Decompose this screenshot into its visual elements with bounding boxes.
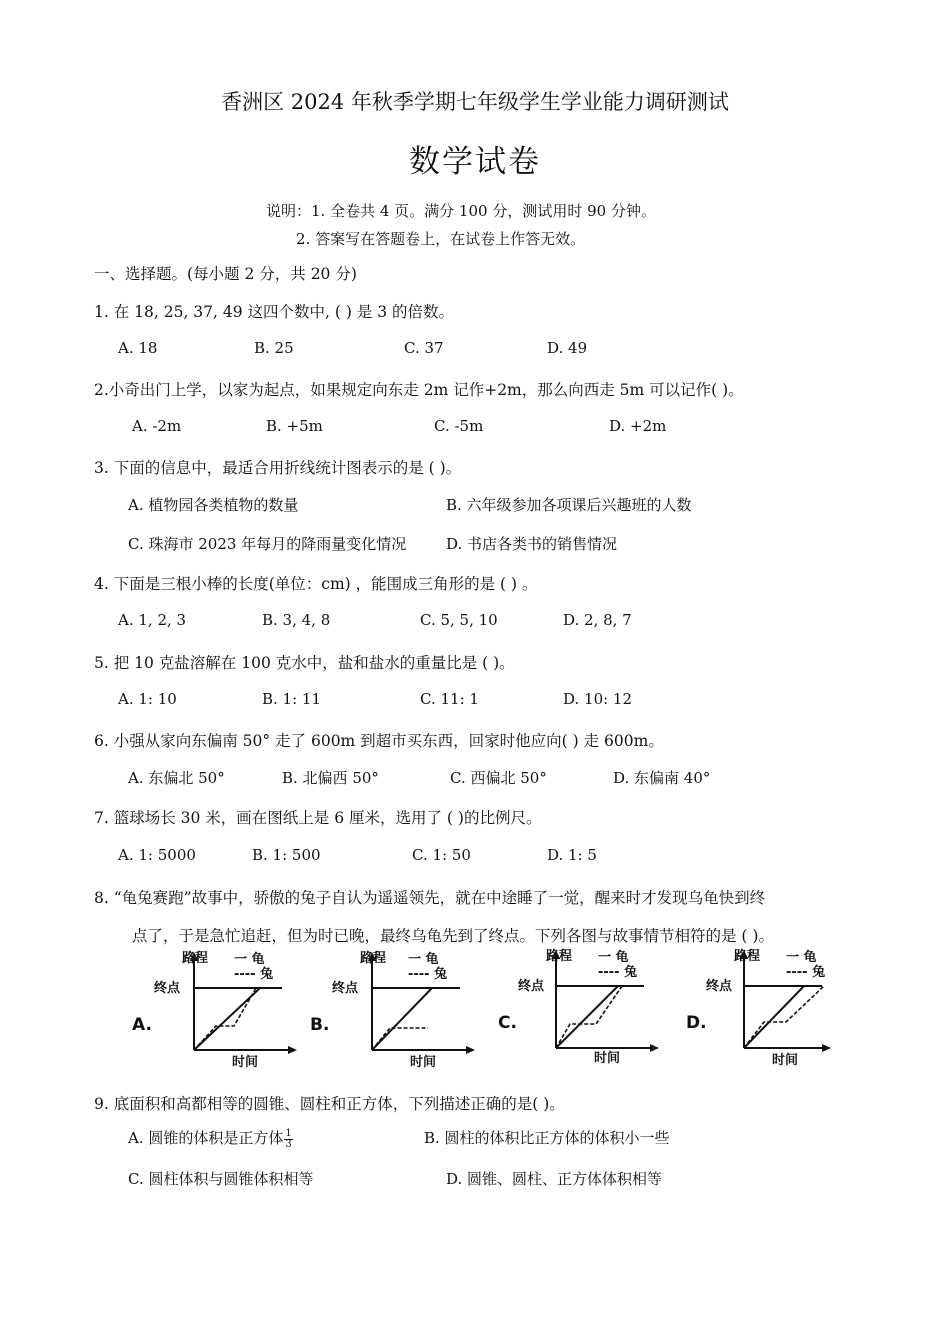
one-third-fraction: $\frac{1}{3}$ bbox=[285, 1127, 292, 1150]
q6-option-d: D. 东偏南 40° bbox=[613, 769, 711, 787]
q9-option-a bbox=[128, 1127, 293, 1150]
graph-b-x-label: 时间 bbox=[410, 1055, 437, 1070]
question-5: 5. 把 10 克盐溶解在 100 克水中，盐和盐水的重量比是 ( )。 bbox=[94, 654, 515, 672]
q7-option-a: A. 1: 5000 bbox=[118, 846, 196, 864]
graph-d-finish-label: 终点 bbox=[706, 979, 733, 994]
graph-c-x-label: 时间 bbox=[594, 1051, 621, 1066]
q4-option-d: D. 2, 8, 7 bbox=[563, 611, 632, 629]
graph-a-legend-tortoise: 一 龟 bbox=[234, 952, 265, 967]
graph-a-legend-rabbit: ---- 兔 bbox=[234, 967, 274, 982]
graph-c-letter: C. bbox=[498, 1013, 517, 1033]
q6-option-a: A. 东偏北 50° bbox=[128, 769, 225, 787]
instruction-1: 说明：1. 全卷共 4 页。满分 100 分，测试用时 90 分钟。 bbox=[266, 202, 656, 220]
q5-option-d: D. 10: 12 bbox=[563, 690, 633, 708]
q1-option-b: B. 25 bbox=[254, 339, 294, 357]
q2-option-c: C. -5m bbox=[434, 417, 484, 435]
q9-option-b: B. 圆柱的体积比正方体的体积小一些 bbox=[424, 1129, 670, 1147]
graph-d-x-label: 时间 bbox=[772, 1053, 799, 1068]
q5-option-b: B. 1: 11 bbox=[262, 690, 322, 708]
q3-option-b: B. 六年级参加各项课后兴趣班的人数 bbox=[446, 496, 692, 514]
q7-option-b: B. 1: 500 bbox=[252, 846, 321, 864]
graph-d-legend-rabbit: ---- 兔 bbox=[786, 965, 826, 980]
q1-option-d: D. 49 bbox=[547, 339, 588, 357]
graph-d bbox=[686, 946, 856, 1070]
question-9: 9. 底面积和高都相等的圆锥、圆柱和正方体，下列描述正确的是( )。 bbox=[94, 1095, 565, 1113]
q4-option-c: C. 5, 5, 10 bbox=[420, 611, 498, 629]
exam-subtitle: 数学试卷 bbox=[409, 144, 541, 180]
graph-c-legend-tortoise: 一 龟 bbox=[598, 950, 629, 965]
q9-option-a-text: A. 圆锥的体积是正方体 bbox=[128, 1129, 284, 1147]
graph-b-legend-rabbit: ---- 兔 bbox=[408, 967, 448, 982]
q7-option-d: D. 1: 5 bbox=[547, 846, 597, 864]
q2-option-a: A. -2m bbox=[132, 417, 182, 435]
q3-option-d: D. 书店各类书的销售情况 bbox=[446, 535, 618, 553]
q9-option-c: C. 圆柱体积与圆锥体积相等 bbox=[128, 1170, 314, 1188]
q5-option-c: C. 11: 1 bbox=[420, 690, 479, 708]
graph-a-x-label: 时间 bbox=[232, 1055, 259, 1070]
question-3: 3. 下面的信息中，最适合用折线统计图表示的是 ( )。 bbox=[94, 459, 462, 477]
q6-option-c: C. 西偏北 50° bbox=[450, 769, 547, 787]
q1-option-a: A. 18 bbox=[118, 339, 158, 357]
graph-a-y-label: 路程 bbox=[182, 951, 209, 966]
question-6: 6. 小强从家向东偏南 50° 走了 600m 到超市买东西，回家时他应向( ) 走 600m。 bbox=[94, 732, 664, 750]
q7-option-c: C. 1: 50 bbox=[412, 846, 471, 864]
graph-c-finish-label: 终点 bbox=[518, 979, 545, 994]
graph-d-legend-tortoise: 一 龟 bbox=[786, 950, 817, 965]
question-8-line-1: 8. “龟兔赛跑”故事中，骄傲的兔子自认为遥遥领先，就在中途睡了一觉，醒来时才发现乌龟快到终 bbox=[94, 889, 766, 907]
question-7: 7. 篮球场长 30 米，画在图纸上是 6 厘米，选用了 ( )的比例尺。 bbox=[94, 809, 542, 827]
graph-a-finish-label: 终点 bbox=[154, 981, 181, 996]
graph-b-finish-label: 终点 bbox=[332, 981, 359, 996]
graph-d-letter: D. bbox=[686, 1013, 707, 1033]
q4-option-b: B. 3, 4, 8 bbox=[262, 611, 331, 629]
graph-a bbox=[132, 948, 302, 1072]
graph-c bbox=[498, 946, 668, 1070]
graph-c-legend-rabbit: ---- 兔 bbox=[598, 965, 638, 980]
graph-b-letter: B. bbox=[310, 1015, 330, 1035]
question-8-line-2: 点了，于是急忙追赶，但为时已晚，最终乌龟先到了终点。下列各图与故事情节相符的是 ( )。 bbox=[132, 927, 774, 945]
instruction-2: 2. 答案写在答题卷上，在试卷上作答无效。 bbox=[296, 230, 586, 248]
q4-option-a: A. 1, 2, 3 bbox=[118, 611, 187, 629]
q6-option-b: B. 北偏西 50° bbox=[282, 769, 379, 787]
question-2: 2.小奇出门上学，以家为起点，如果规定向东走 2m 记作+2m，那么向西走 5m 可以记作( )。 bbox=[94, 381, 744, 399]
q5-option-a: A. 1: 10 bbox=[118, 690, 177, 708]
q1-option-c: C. 37 bbox=[404, 339, 444, 357]
q2-option-d: D. +2m bbox=[609, 417, 667, 435]
graph-a-letter: A. bbox=[132, 1015, 152, 1035]
section-heading: 一、选择题。(每小题 2 分，共 20 分) bbox=[94, 265, 357, 283]
q3-option-a: A. 植物园各类植物的数量 bbox=[128, 496, 299, 514]
q3-option-c: C. 珠海市 2023 年每月的降雨量变化情况 bbox=[128, 535, 407, 553]
graph-b-y-label: 路程 bbox=[360, 951, 387, 966]
question-1: 1. 在 18, 25, 37, 49 这四个数中, ( ) 是 3 的倍数。 bbox=[94, 303, 455, 321]
question-4: 4. 下面是三根小棒的长度(单位：cm) ，能围成三角形的是 ( ) 。 bbox=[94, 575, 538, 593]
graph-b-legend-tortoise: 一 龟 bbox=[408, 952, 439, 967]
q2-option-b: B. +5m bbox=[266, 417, 323, 435]
graph-b bbox=[310, 948, 480, 1072]
graph-d-y-label: 路程 bbox=[734, 949, 761, 964]
q9-option-d: D. 圆锥、圆柱、正方体体积相等 bbox=[446, 1170, 663, 1188]
graph-c-y-label: 路程 bbox=[546, 949, 573, 964]
exam-title: 香洲区 2024 年秋季学期七年级学生学业能力调研测试 bbox=[221, 90, 729, 114]
